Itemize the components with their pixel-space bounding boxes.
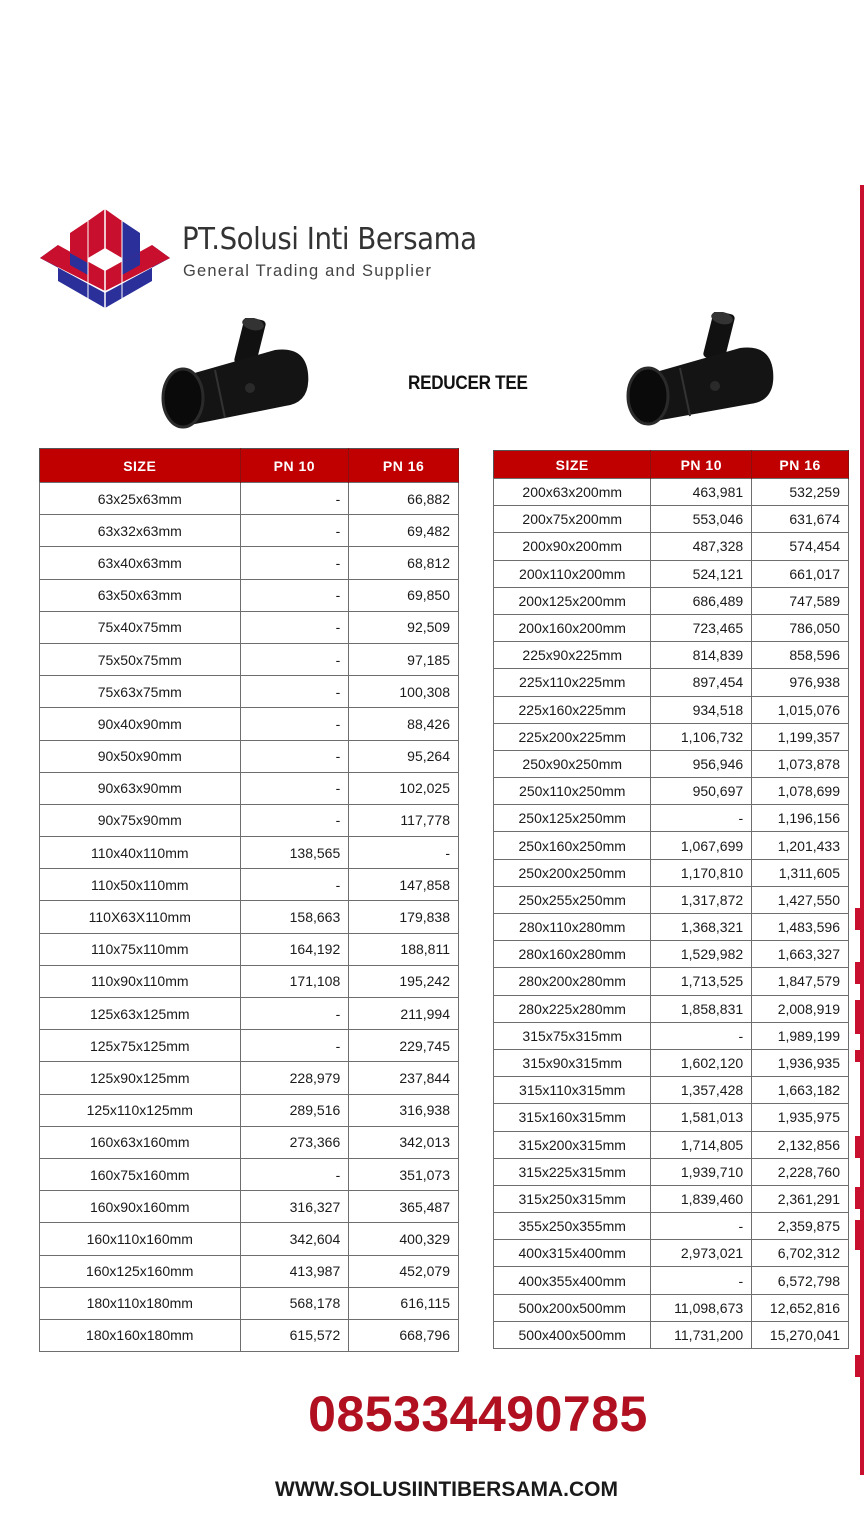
cell-pn10-price: 956,946: [651, 750, 752, 777]
cell-pn16-price: 68,812: [349, 547, 459, 579]
cell-pn16-price: 97,185: [349, 643, 459, 675]
table-row: [40, 837, 459, 869]
cell-size: 315x75x315mm: [494, 1022, 651, 1049]
cell-pn10-price: -: [240, 772, 349, 804]
cell-pn16-price: 1,078,699: [752, 778, 849, 805]
cell-pn16-price: 1,015,076: [752, 696, 849, 723]
cell-pn16-price: 102,025: [349, 772, 459, 804]
table-header-row: [40, 449, 459, 483]
cell-pn16-price: 858,596: [752, 642, 849, 669]
cell-pn16-price: 1,427,550: [752, 886, 849, 913]
table-row: [40, 515, 459, 547]
cell-pn10-price: 158,663: [240, 901, 349, 933]
table-row: [40, 1287, 459, 1319]
table-row: [40, 1158, 459, 1190]
cell-pn10-price: 1,839,460: [651, 1185, 752, 1212]
cell-size: 110X63X110mm: [40, 901, 241, 933]
table-row: [494, 669, 849, 696]
table-row: [40, 869, 459, 901]
table-row: [494, 1240, 849, 1267]
contact-phone: 085334490785: [308, 1386, 648, 1442]
table-row: [40, 772, 459, 804]
cell-pn16-price: 1,663,327: [752, 941, 849, 968]
cell-size: 180x110x180mm: [40, 1287, 241, 1319]
company-name: PT.Solusi Inti Bersama: [182, 222, 477, 257]
table-row: [494, 587, 849, 614]
cell-pn10-price: 615,572: [240, 1319, 349, 1351]
table-row: [40, 1223, 459, 1255]
table-row: [494, 1158, 849, 1185]
cell-size: 200x110x200mm: [494, 560, 651, 587]
cell-pn10-price: -: [240, 579, 349, 611]
cell-size: 355x250x355mm: [494, 1213, 651, 1240]
table-row: [494, 859, 849, 886]
cell-pn16-price: 1,847,579: [752, 968, 849, 995]
cell-size: 125x75x125mm: [40, 1030, 241, 1062]
table-row: [494, 1104, 849, 1131]
cell-pn10-price: 1,368,321: [651, 914, 752, 941]
cell-pn10-price: -: [240, 869, 349, 901]
cell-size: 250x125x250mm: [494, 805, 651, 832]
cell-size: 225x160x225mm: [494, 696, 651, 723]
website-link[interactable]: WWW.SOLUSIINTIBERSAMA.COM: [275, 1478, 618, 1501]
table-row: [40, 901, 459, 933]
table-row: [494, 1321, 849, 1348]
cell-pn16-price: 661,017: [752, 560, 849, 587]
cell-pn10-price: 413,987: [240, 1255, 349, 1287]
cell-pn16-price: 6,702,312: [752, 1240, 849, 1267]
cell-pn16-price: 211,994: [349, 998, 459, 1030]
table-row: [494, 533, 849, 560]
cell-pn10-price: -: [240, 515, 349, 547]
table-row: [494, 1022, 849, 1049]
cell-pn10-price: -: [240, 483, 349, 515]
table-row: [40, 965, 459, 997]
cell-size: 225x200x225mm: [494, 723, 651, 750]
cell-pn16-price: 1,483,596: [752, 914, 849, 941]
table-row: [494, 560, 849, 587]
cell-size: 315x225x315mm: [494, 1158, 651, 1185]
table-row: [494, 479, 849, 506]
cell-size: 200x75x200mm: [494, 506, 651, 533]
table-row: [494, 696, 849, 723]
cell-pn10-price: 897,454: [651, 669, 752, 696]
table-row: [494, 1131, 849, 1158]
cell-pn10-price: 723,465: [651, 614, 752, 641]
cell-pn10-price: -: [651, 805, 752, 832]
table-row: [494, 750, 849, 777]
cell-pn10-price: 1,170,810: [651, 859, 752, 886]
cell-pn16-price: 1,989,199: [752, 1022, 849, 1049]
table-row: [494, 886, 849, 913]
cell-pn16-price: 2,359,875: [752, 1213, 849, 1240]
cell-size: 63x32x63mm: [40, 515, 241, 547]
cell-pn10-price: 164,192: [240, 933, 349, 965]
table-row: [40, 998, 459, 1030]
cell-pn16-price: 316,938: [349, 1094, 459, 1126]
cell-size: 250x90x250mm: [494, 750, 651, 777]
cell-pn16-price: 69,482: [349, 515, 459, 547]
cell-pn16-price: 786,050: [752, 614, 849, 641]
table-row: [40, 1062, 459, 1094]
cell-size: 200x90x200mm: [494, 533, 651, 560]
cell-pn16-price: 229,745: [349, 1030, 459, 1062]
cell-pn16-price: 1,201,433: [752, 832, 849, 859]
table-row: [40, 804, 459, 836]
cell-pn10-price: 1,106,732: [651, 723, 752, 750]
cell-size: 315x90x315mm: [494, 1049, 651, 1076]
cell-size: 225x110x225mm: [494, 669, 651, 696]
cell-size: 315x250x315mm: [494, 1185, 651, 1212]
cell-pn10-price: -: [240, 804, 349, 836]
cell-pn10-price: -: [240, 998, 349, 1030]
cell-pn10-price: -: [651, 1267, 752, 1294]
cell-pn16-price: 342,013: [349, 1126, 459, 1158]
company-tagline: General Trading and Supplier: [183, 262, 433, 280]
column-header-pn10: PN 10: [651, 451, 752, 479]
cell-size: 500x200x500mm: [494, 1294, 651, 1321]
reducer-tee-fitting-icon: [155, 318, 315, 433]
cell-pn16-price: 88,426: [349, 708, 459, 740]
cell-pn16-price: 1,663,182: [752, 1077, 849, 1104]
price-table-left: [39, 448, 459, 1352]
table-row: [494, 1294, 849, 1321]
cell-pn10-price: 1,602,120: [651, 1049, 752, 1076]
cell-size: 200x125x200mm: [494, 587, 651, 614]
table-row: [40, 708, 459, 740]
cell-size: 400x355x400mm: [494, 1267, 651, 1294]
cell-pn10-price: 342,604: [240, 1223, 349, 1255]
cell-pn10-price: -: [240, 708, 349, 740]
cell-size: 315x160x315mm: [494, 1104, 651, 1131]
cell-size: 160x75x160mm: [40, 1158, 241, 1190]
cell-pn10-price: 316,327: [240, 1191, 349, 1223]
cell-pn10-price: 228,979: [240, 1062, 349, 1094]
cell-pn16-price: 1,935,975: [752, 1104, 849, 1131]
cell-pn10-price: 934,518: [651, 696, 752, 723]
cell-size: 110x50x110mm: [40, 869, 241, 901]
column-header-size: SIZE: [40, 449, 241, 483]
cell-pn16-price: 616,115: [349, 1287, 459, 1319]
cell-pn16-price: 95,264: [349, 740, 459, 772]
cell-pn10-price: 11,098,673: [651, 1294, 752, 1321]
table-row: [494, 995, 849, 1022]
cell-pn16-price: 2,361,291: [752, 1185, 849, 1212]
cell-size: 75x63x75mm: [40, 676, 241, 708]
cell-size: 225x90x225mm: [494, 642, 651, 669]
column-header-pn16: PN 16: [752, 451, 849, 479]
table-row: [40, 740, 459, 772]
cell-size: 63x40x63mm: [40, 547, 241, 579]
cell-size: 315x110x315mm: [494, 1077, 651, 1104]
cell-pn10-price: 273,366: [240, 1126, 349, 1158]
cell-size: 400x315x400mm: [494, 1240, 651, 1267]
cell-size: 250x255x250mm: [494, 886, 651, 913]
cell-pn10-price: -: [651, 1213, 752, 1240]
table-row: [494, 941, 849, 968]
table-row: [40, 611, 459, 643]
table-row: [40, 1319, 459, 1351]
table-row: [40, 1094, 459, 1126]
table-row: [40, 933, 459, 965]
cell-pn10-price: -: [240, 1158, 349, 1190]
cell-size: 75x40x75mm: [40, 611, 241, 643]
cell-size: 280x160x280mm: [494, 941, 651, 968]
cell-pn10-price: 524,121: [651, 560, 752, 587]
cell-size: 160x110x160mm: [40, 1223, 241, 1255]
cell-pn10-price: -: [240, 1030, 349, 1062]
cell-size: 160x125x160mm: [40, 1255, 241, 1287]
cell-pn16-price: 1,311,605: [752, 859, 849, 886]
cell-pn16-price: 2,132,856: [752, 1131, 849, 1158]
cell-pn10-price: 1,714,805: [651, 1131, 752, 1158]
table-row: [40, 579, 459, 611]
table-row: [494, 1049, 849, 1076]
cell-pn16-price: 631,674: [752, 506, 849, 533]
cell-size: 90x40x90mm: [40, 708, 241, 740]
table-row: [40, 547, 459, 579]
cell-size: 200x63x200mm: [494, 479, 651, 506]
table-header-row: [494, 451, 849, 479]
cell-pn16-price: 66,882: [349, 483, 459, 515]
cell-pn16-price: -: [349, 837, 459, 869]
cell-size: 110x75x110mm: [40, 933, 241, 965]
table-row: [40, 1126, 459, 1158]
table-row: [40, 483, 459, 515]
table-row: [40, 1191, 459, 1223]
table-row: [494, 1185, 849, 1212]
cell-pn16-price: 532,259: [752, 479, 849, 506]
table-row: [494, 778, 849, 805]
cell-pn16-price: 188,811: [349, 933, 459, 965]
cell-pn10-price: -: [240, 740, 349, 772]
table-row: [494, 832, 849, 859]
cell-pn16-price: 92,509: [349, 611, 459, 643]
cell-pn16-price: 351,073: [349, 1158, 459, 1190]
cell-pn10-price: 289,516: [240, 1094, 349, 1126]
table-row: [40, 1255, 459, 1287]
table-row: [494, 614, 849, 641]
product-title: REDUCER TEE: [408, 373, 528, 394]
cell-pn10-price: -: [240, 547, 349, 579]
cell-pn16-price: 747,589: [752, 587, 849, 614]
cell-pn16-price: 452,079: [349, 1255, 459, 1287]
cell-pn16-price: 117,778: [349, 804, 459, 836]
table-row: [494, 1267, 849, 1294]
table-row: [40, 676, 459, 708]
cell-size: 250x160x250mm: [494, 832, 651, 859]
cell-pn10-price: 1,713,525: [651, 968, 752, 995]
table-row: [494, 1077, 849, 1104]
table-row: [40, 643, 459, 675]
cell-size: 125x110x125mm: [40, 1094, 241, 1126]
cell-size: 125x90x125mm: [40, 1062, 241, 1094]
cell-pn16-price: 12,652,816: [752, 1294, 849, 1321]
cell-pn10-price: 11,731,200: [651, 1321, 752, 1348]
cell-pn10-price: 553,046: [651, 506, 752, 533]
cell-pn16-price: 2,008,919: [752, 995, 849, 1022]
table-row: [494, 642, 849, 669]
cell-pn16-price: 574,454: [752, 533, 849, 560]
reducer-tee-fitting-icon: [620, 312, 780, 427]
cell-pn10-price: 487,328: [651, 533, 752, 560]
cell-pn16-price: 69,850: [349, 579, 459, 611]
cell-pn16-price: 400,329: [349, 1223, 459, 1255]
table-row: [494, 723, 849, 750]
cell-pn10-price: 2,973,021: [651, 1240, 752, 1267]
cell-size: 90x75x90mm: [40, 804, 241, 836]
cell-size: 180x160x180mm: [40, 1319, 241, 1351]
cell-size: 125x63x125mm: [40, 998, 241, 1030]
cell-pn16-price: 15,270,041: [752, 1321, 849, 1348]
cell-pn16-price: 1,936,935: [752, 1049, 849, 1076]
table-row: [40, 1030, 459, 1062]
cell-pn10-price: -: [240, 676, 349, 708]
cell-pn10-price: 568,178: [240, 1287, 349, 1319]
cell-size: 160x90x160mm: [40, 1191, 241, 1223]
cell-pn16-price: 237,844: [349, 1062, 459, 1094]
cell-size: 250x200x250mm: [494, 859, 651, 886]
column-header-pn16: PN 16: [349, 449, 459, 483]
cell-size: 110x40x110mm: [40, 837, 241, 869]
column-header-pn10: PN 10: [240, 449, 349, 483]
price-table-right: [493, 450, 849, 1349]
cell-size: 280x200x280mm: [494, 968, 651, 995]
cell-pn10-price: -: [240, 611, 349, 643]
cell-size: 63x50x63mm: [40, 579, 241, 611]
cell-pn10-price: 1,357,428: [651, 1077, 752, 1104]
cell-pn10-price: 950,697: [651, 778, 752, 805]
cell-pn10-price: 1,067,699: [651, 832, 752, 859]
table-row: [494, 968, 849, 995]
company-logo-icon: [40, 203, 170, 308]
cell-size: 280x110x280mm: [494, 914, 651, 941]
cell-pn10-price: 1,529,982: [651, 941, 752, 968]
cell-pn16-price: 1,199,357: [752, 723, 849, 750]
table-row: [494, 914, 849, 941]
cell-pn10-price: 138,565: [240, 837, 349, 869]
cell-size: 315x200x315mm: [494, 1131, 651, 1158]
cell-size: 500x400x500mm: [494, 1321, 651, 1348]
cell-size: 160x63x160mm: [40, 1126, 241, 1158]
cell-pn16-price: 100,308: [349, 676, 459, 708]
cell-pn10-price: 814,839: [651, 642, 752, 669]
cell-pn16-price: 147,858: [349, 869, 459, 901]
table-row: [494, 1213, 849, 1240]
cell-pn10-price: 1,939,710: [651, 1158, 752, 1185]
cell-size: 63x25x63mm: [40, 483, 241, 515]
cell-pn16-price: 195,242: [349, 965, 459, 997]
cell-pn10-price: 686,489: [651, 587, 752, 614]
table-row: [494, 506, 849, 533]
cell-size: 90x63x90mm: [40, 772, 241, 804]
cell-size: 280x225x280mm: [494, 995, 651, 1022]
cell-size: 75x50x75mm: [40, 643, 241, 675]
table-row: [494, 805, 849, 832]
cell-pn10-price: 1,858,831: [651, 995, 752, 1022]
cell-size: 200x160x200mm: [494, 614, 651, 641]
cell-size: 110x90x110mm: [40, 965, 241, 997]
cell-size: 90x50x90mm: [40, 740, 241, 772]
cell-pn10-price: 463,981: [651, 479, 752, 506]
column-header-size: SIZE: [494, 451, 651, 479]
cell-pn16-price: 976,938: [752, 669, 849, 696]
cell-size: 250x110x250mm: [494, 778, 651, 805]
cell-pn10-price: -: [240, 643, 349, 675]
cell-pn10-price: 1,581,013: [651, 1104, 752, 1131]
cell-pn16-price: 6,572,798: [752, 1267, 849, 1294]
cell-pn10-price: -: [651, 1022, 752, 1049]
cell-pn16-price: 1,073,878: [752, 750, 849, 777]
cell-pn16-price: 1,196,156: [752, 805, 849, 832]
cell-pn16-price: 179,838: [349, 901, 459, 933]
cell-pn16-price: 2,228,760: [752, 1158, 849, 1185]
cell-pn10-price: 1,317,872: [651, 886, 752, 913]
cell-pn10-price: 171,108: [240, 965, 349, 997]
cell-pn16-price: 365,487: [349, 1191, 459, 1223]
cell-pn16-price: 668,796: [349, 1319, 459, 1351]
